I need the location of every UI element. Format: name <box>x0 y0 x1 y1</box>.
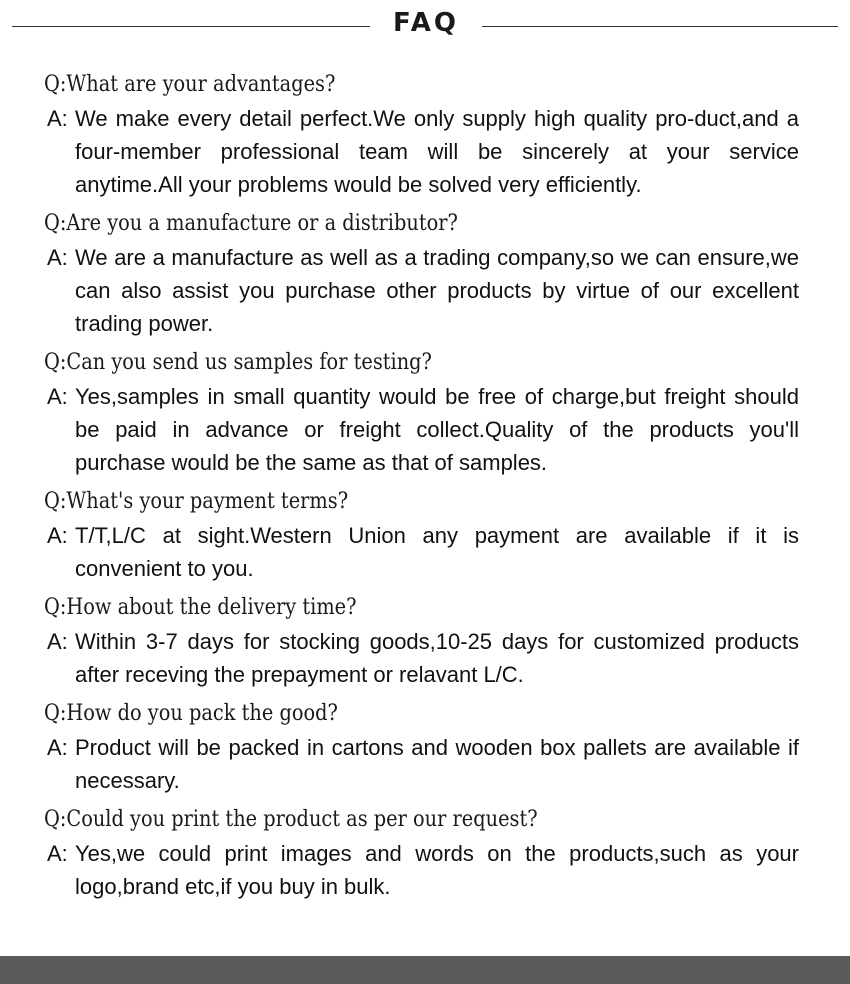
faq-item <box>0 697 850 797</box>
answer-text: Within 3-7 days for stocking goods,10-25 days for customized products after receving the prepayment or relavant L/C. <box>75 629 799 687</box>
footer-bar <box>0 956 850 984</box>
faq-answer <box>0 519 850 585</box>
header-rule-right <box>482 26 838 27</box>
faq-item <box>0 346 850 479</box>
answer-prefix: A: <box>47 384 68 409</box>
answer-text: T/T,L/C at sight.Western Union any payment are available if it is convenient to you. <box>75 523 799 581</box>
faq-item <box>0 803 850 903</box>
answer-prefix: A: <box>47 735 68 760</box>
answer-text: Product will be packed in cartons and wooden box pallets are available if necessary. <box>75 735 799 793</box>
faq-answer <box>0 241 850 340</box>
answer-prefix: A: <box>47 523 68 548</box>
header-rule-left <box>12 26 370 27</box>
faq-answer <box>0 102 850 201</box>
faq-question: Q:What's your payment terms? <box>44 488 349 514</box>
faq-question: Q:How about the delivery time? <box>44 594 357 620</box>
answer-prefix: A: <box>47 106 68 131</box>
faq-header <box>0 0 850 56</box>
faq-answer <box>0 731 850 797</box>
faq-answer <box>0 380 850 479</box>
answer-text: We make every detail perfect.We only supply high quality pro-duct,and a four-member professional team will be sincerely at your service anytime.All your problems would be solved very efficiently. <box>75 106 799 197</box>
answer-text: We are a manufacture as well as a trading company,so we can ensure,we can also assist you purchase other products by virtue of our excellent trading power. <box>75 245 799 336</box>
answer-prefix: A: <box>47 841 68 866</box>
faq-item <box>0 68 850 201</box>
page-title: FAQ <box>392 8 459 38</box>
faq-item <box>0 485 850 585</box>
faq-answer <box>0 625 850 691</box>
faq-list <box>0 68 850 903</box>
faq-question: Q:Could you print the product as per our request? <box>44 806 538 832</box>
answer-text: Yes,samples in small quantity would be free of charge,but freight should be paid in advance or freight collect.Quality of the products you'll purchase would be the same as that of samples. <box>75 384 799 475</box>
faq-answer <box>0 837 850 903</box>
faq-question: Q:Are you a manufacture or a distributor? <box>44 210 458 236</box>
answer-prefix: A: <box>47 629 68 654</box>
faq-item <box>0 591 850 691</box>
faq-question: Q:How do you pack the good? <box>44 700 338 726</box>
answer-text: Yes,we could print images and words on the products,such as your logo,brand etc,if you buy in bulk. <box>75 841 799 899</box>
faq-question: Q:What are your advantages? <box>44 71 336 97</box>
answer-prefix: A: <box>47 245 68 270</box>
faq-item <box>0 207 850 340</box>
faq-question: Q:Can you send us samples for testing? <box>44 349 432 375</box>
